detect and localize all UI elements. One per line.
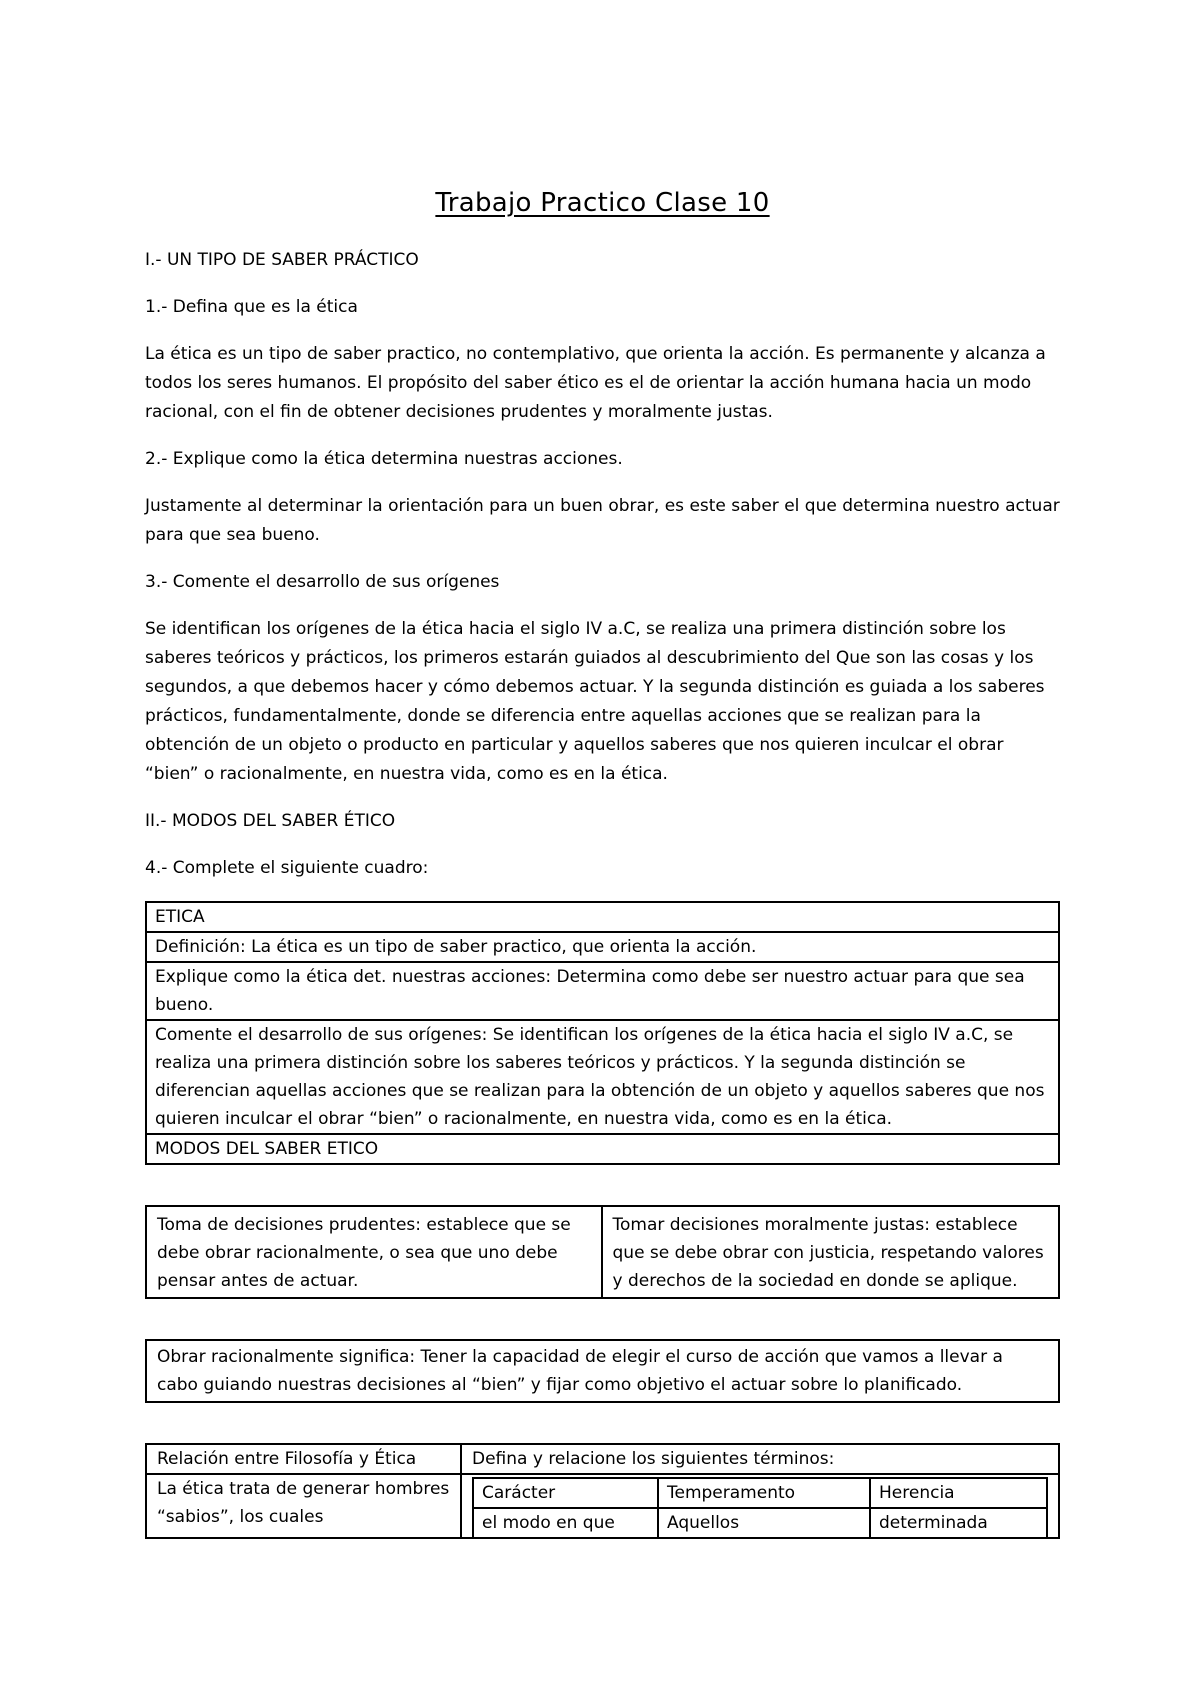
- relation-table: [145, 1443, 1060, 1539]
- section-heading-2: II.- MODOS DEL SABER ÉTICO: [145, 811, 396, 831]
- term-caracter: Carácter: [474, 1479, 659, 1509]
- relation-left-column: [147, 1445, 462, 1537]
- rational-action-box: Obrar racionalmente significa: Tener la capacidad de elegir el curso de acción que vamos a llevar a cabo guiando nuestras decisiones al “bien” y fijar como objetivo el actuar sobre lo planificado.: [145, 1339, 1060, 1403]
- term-temperamento: Temperamento: [659, 1479, 871, 1509]
- section-heading-1: I.- UN TIPO DE SABER PRÁCTICO: [145, 250, 419, 270]
- etica-table-actions: Explique como la ética det. nuestras acciones: Determina como debe ser nuestro actuar para que sea bueno.: [147, 963, 1058, 1021]
- term-herencia: Herencia: [871, 1479, 1046, 1509]
- relation-right-header: Defina y relacione los siguientes términos:: [462, 1445, 1058, 1475]
- etica-table-origins: Comente el desarrollo de sus orígenes: Se identifican los orígenes de la ética hacia el siglo IV a.C, se realiza una primera distinción sobre los saberes teóricos y prácticos. Y la segunda distinción se diferencian aquellas acciones que se realizan para la obtención de un objeto y aquellos saberes que nos quieren inculcar el obrar “bien” o racionalmente, en nuestra vida, como es en la ética.: [147, 1021, 1058, 1135]
- modes-just-cell: Tomar decisiones moralmente justas: establece que se debe obrar con justicia, respetando valores y derechos de la sociedad en donde se aplique.: [612, 1215, 1044, 1291]
- answer-2: Justamente al determinar la orientación para un buen obrar, es este saber el que determina nuestro actuar para que sea bueno.: [145, 496, 1060, 545]
- document-title: Trabajo Practico Clase 10: [435, 188, 770, 218]
- terms-table: [472, 1477, 1048, 1537]
- relation-right-column: [462, 1445, 1058, 1537]
- answer-3: Se identifican los orígenes de la ética hacia el siglo IV a.C, se realiza una primera distinción sobre los saberes teóricos y prácticos, los primeros estarán guiados al descubrimiento del Que son las cosas y los segundos, a que debemos hacer y cómo debemos actuar. Y la segunda distinción es guiada a los saberes prácticos, fundamentalmente, donde se diferencia entre aquellas acciones que se realizan para la obtención de un objeto o producto en particular y aquellos saberes que nos quieren inculcar el obrar “bien” o racionalmente, en nuestra vida, como es en la ética.: [145, 619, 1045, 784]
- etica-table: [145, 901, 1060, 1165]
- document-body: [145, 188, 1060, 1539]
- answer-1: La ética es un tipo de saber practico, no contemplativo, que orienta la acción. Es permanente y alcanza a todos los seres humanos. El propósito del saber ético es el de orientar la acción humana hacia un modo racional, con el fin de obtener decisiones prudentes y moralmente justas.: [145, 344, 1046, 422]
- question-3: 3.- Comente el desarrollo de sus orígenes: [145, 572, 500, 592]
- etica-table-definition: Definición: La ética es un tipo de saber practico, que orienta la acción.: [147, 933, 1058, 963]
- relation-left-body: La ética trata de generar hombres “sabios”, los cuales: [157, 1479, 450, 1527]
- def-temperamento: Aquellos: [659, 1509, 871, 1537]
- relation-left-header: Relación entre Filosofía y Ética: [147, 1445, 460, 1475]
- modes-prudent-cell: Toma de decisiones prudentes: establece que se debe obrar racionalmente, o sea que uno debe pensar antes de actuar.: [147, 1207, 603, 1297]
- question-1: 1.- Defina que es la ética: [145, 297, 358, 317]
- modes-table: [145, 1205, 1060, 1299]
- etica-table-header: ETICA: [147, 903, 1058, 933]
- def-herencia: determinada: [879, 1513, 988, 1533]
- question-2: 2.- Explique como la ética determina nuestras acciones.: [145, 449, 623, 469]
- question-4: 4.- Complete el siguiente cuadro:: [145, 858, 429, 878]
- def-caracter: el modo en que: [474, 1509, 659, 1537]
- etica-table-modes: MODOS DEL SABER ETICO: [155, 1139, 379, 1159]
